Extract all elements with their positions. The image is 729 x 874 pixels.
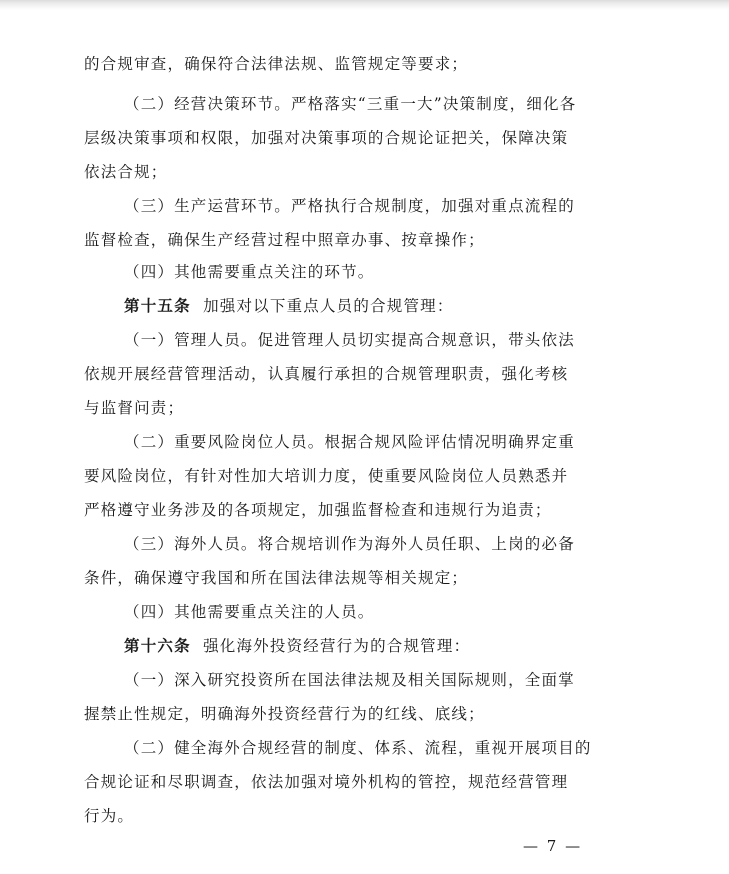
article-15-line bbox=[124, 296, 454, 316]
text-line-12: （二）重要风险岗位人员。根据合规风险评估情况明确界定重 bbox=[124, 433, 575, 451]
text-line-15: （三）海外人员。将合规培训作为海外人员任职、上岗的必备 bbox=[124, 535, 575, 553]
text-line-5: （三）生产运营环节。严格执行合规制度，加强对重点流程的 bbox=[124, 197, 575, 215]
text-line-9: （一）管理人员。促进管理人员切实提高合规意识，带头依法 bbox=[124, 331, 575, 349]
article-16-text: 强化海外投资经营行为的合规管理： bbox=[203, 637, 471, 655]
article-15-heading: 第十五条 bbox=[124, 296, 191, 315]
text-line-19: （一）深入研究投资所在国法律法规及相关国际规则，全面掌 bbox=[124, 671, 575, 689]
text-line-3: 层级决策事项和权限，加强对决策事项的合规论证把关，保障决策 bbox=[84, 129, 569, 147]
scan-top-shadow bbox=[0, 0, 729, 10]
text-line-10: 依规开展经营管理活动，认真履行承担的合规管理职责，强化考核 bbox=[84, 365, 569, 383]
article-16-line bbox=[124, 636, 470, 656]
text-line-21: （二）健全海外合规经营的制度、体系、流程，重视开展项目的 bbox=[124, 739, 592, 757]
text-line-23: 行为。 bbox=[84, 807, 135, 825]
text-line-1: 的合规审查，确保符合法律法规、监管规定等要求； bbox=[84, 55, 469, 73]
text-line-2: （二）经营决策环节。严格落实“三重一大”决策制度，细化各 bbox=[124, 95, 577, 113]
text-line-4: 依法合规； bbox=[84, 163, 168, 181]
text-line-22: 合规论证和尽职调查，依法加强对境外机构的管控，规范经营管理 bbox=[84, 773, 569, 791]
text-line-17: （四）其他需要重点关注的人员。 bbox=[124, 603, 375, 621]
text-line-6: 监督检查，确保生产经营过程中照章办事、按章操作； bbox=[84, 231, 485, 249]
article-15-text: 加强对以下重点人员的合规管理： bbox=[203, 297, 454, 315]
article-16-heading: 第十六条 bbox=[124, 636, 191, 655]
page-number: — 7 — bbox=[523, 837, 583, 855]
text-line-16: 条件，确保遵守我国和所在国法律法规等相关规定； bbox=[84, 569, 469, 587]
text-line-7: （四）其他需要重点关注的环节。 bbox=[124, 263, 375, 281]
text-line-14: 严格遵守业务涉及的各项规定，加强监督检查和违规行为追责； bbox=[84, 501, 552, 519]
text-line-11: 与监督问责； bbox=[84, 399, 185, 417]
text-line-20: 握禁止性规定，明确海外投资经营行为的红线、底线； bbox=[84, 705, 485, 723]
text-line-13: 要风险岗位，有针对性加大培训力度，使重要风险岗位人员熟悉并 bbox=[84, 467, 569, 485]
